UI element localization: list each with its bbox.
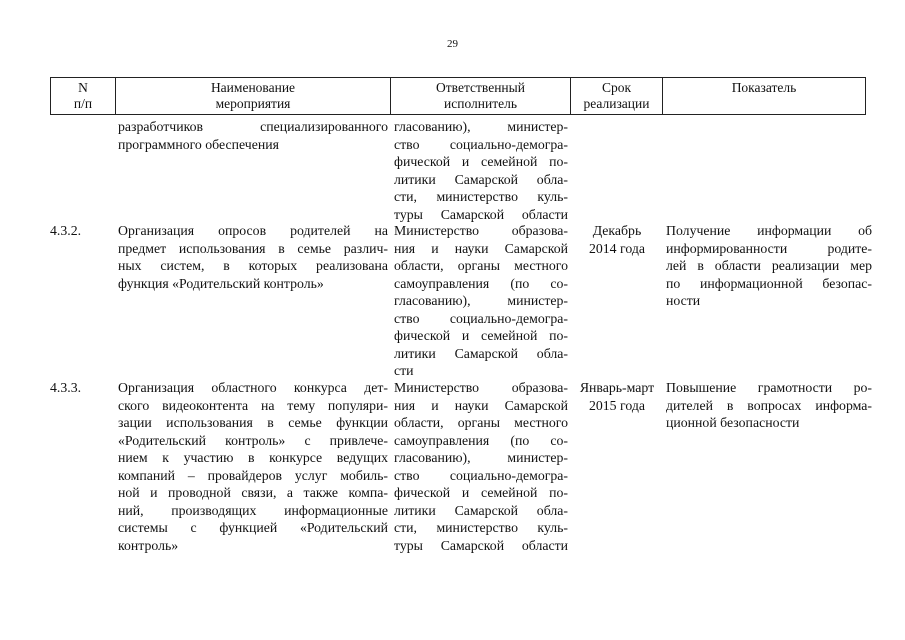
continuation-executor [394,118,568,223]
text-line: ния и науки Самарской [394,397,568,413]
text-line: компаний – провайдеров услуг мобиль- [118,467,388,483]
row-name [118,222,388,292]
text-line: ных систем, в которых реализована [118,258,388,273]
row-name [118,379,388,554]
text-line: разработчиков специализированного [118,119,388,134]
header-indicator-line: Показатель [731,80,797,95]
continuation-name [118,118,388,153]
text-line: сти [394,363,414,378]
text-line: гласованию), министер- [394,450,568,465]
text-line: литики Самарской обла- [394,345,568,361]
text-line: Получение информации об [666,223,872,238]
header-exec-line1: Ответственный [436,80,525,95]
text-line: нием к участию в конкурсе ведущих [118,450,388,465]
text-line: системы с функцией «Родительский [118,520,388,535]
row-term [574,379,660,414]
text-line: ности [666,293,701,308]
header-name [116,78,391,114]
row-num: 4.3.2. [50,223,82,238]
text-line: туры Самарской области [394,206,568,222]
text-line: сти, министерство куль- [394,520,568,535]
header-executor [391,78,571,114]
text-line: ство социально-демогра- [394,467,568,483]
text-line: самоуправления (по со- [394,275,568,291]
text-line: ной и проводной связи, а также компа- [118,485,388,500]
text-line: ния и науки Самарской [394,240,568,256]
text-line: предмет использования в семье различ- [118,240,388,256]
text-line: сти, министерство куль- [394,189,568,204]
text-line: ство социально-демогра- [394,310,568,326]
text-line: области, органы местного [394,415,568,430]
row-executor [394,222,568,380]
page-number: 29 [447,38,458,50]
row-indicator [666,222,872,310]
text-line: Организация областного конкурса дет- [118,380,388,395]
text-line: самоуправления (по со- [394,432,568,448]
row-executor [394,379,568,554]
header-term-line1: Срок [601,80,632,95]
text-line: фической и семейной по- [394,154,568,169]
row-num: 4.3.3. [50,380,82,395]
text-line: фической и семейной по- [394,485,568,500]
header-num-line2: п/п [73,96,93,111]
text-line: «Родительский контроль» с привлече- [118,432,388,448]
header-num-line1: N [78,80,88,95]
text-line: Организация опросов родителей на [118,223,388,238]
text-line: дителей в вопросах информа- [666,397,872,413]
text-line: литики Самарской обла- [394,171,568,187]
row-term [574,222,660,257]
text-line: контроль» [118,537,179,553]
header-term-line2: реализации [583,96,650,111]
header-term [571,78,663,114]
text-line: Министерство образова- [394,223,568,238]
header-name-line2: мероприятия [215,96,291,111]
text-line: литики Самарской обла- [394,502,568,518]
text-line: зации использования в семье функции [118,415,388,430]
text-line: функция «Родительский контроль» [118,275,324,291]
table-header [50,77,866,115]
text-line: программного обеспечения [118,136,279,152]
text-line: Повышение грамотности ро- [666,380,872,395]
text-line: Декабрь [592,223,642,238]
text-line: туры Самарской области [394,537,568,553]
header-num [51,78,116,114]
row-indicator [666,379,872,432]
text-line: ний, производящих информационные [118,502,388,518]
text-line: лей в области реализации мер [666,258,872,273]
text-line: ского видеоконтента на тему популяри- [118,397,388,413]
text-line: гласованию), министер- [394,119,568,134]
header-name-line1: Наименование [210,80,296,95]
text-line: 2015 года [588,397,645,413]
header-exec-line2: исполнитель [444,96,517,111]
text-line: информированности родите- [666,240,872,256]
text-line: области, органы местного [394,258,568,273]
text-line: гласованию), министер- [394,293,568,308]
header-indicator [663,78,866,114]
text-line: 2014 года [588,240,645,256]
text-line: Министерство образова- [394,380,568,395]
text-line: ционной безопасности [666,415,800,430]
text-line: фической и семейной по- [394,328,568,343]
text-line: по информационной безопас- [666,275,872,291]
text-line: Январь-март [579,380,655,395]
text-line: ство социально-демогра- [394,136,568,152]
